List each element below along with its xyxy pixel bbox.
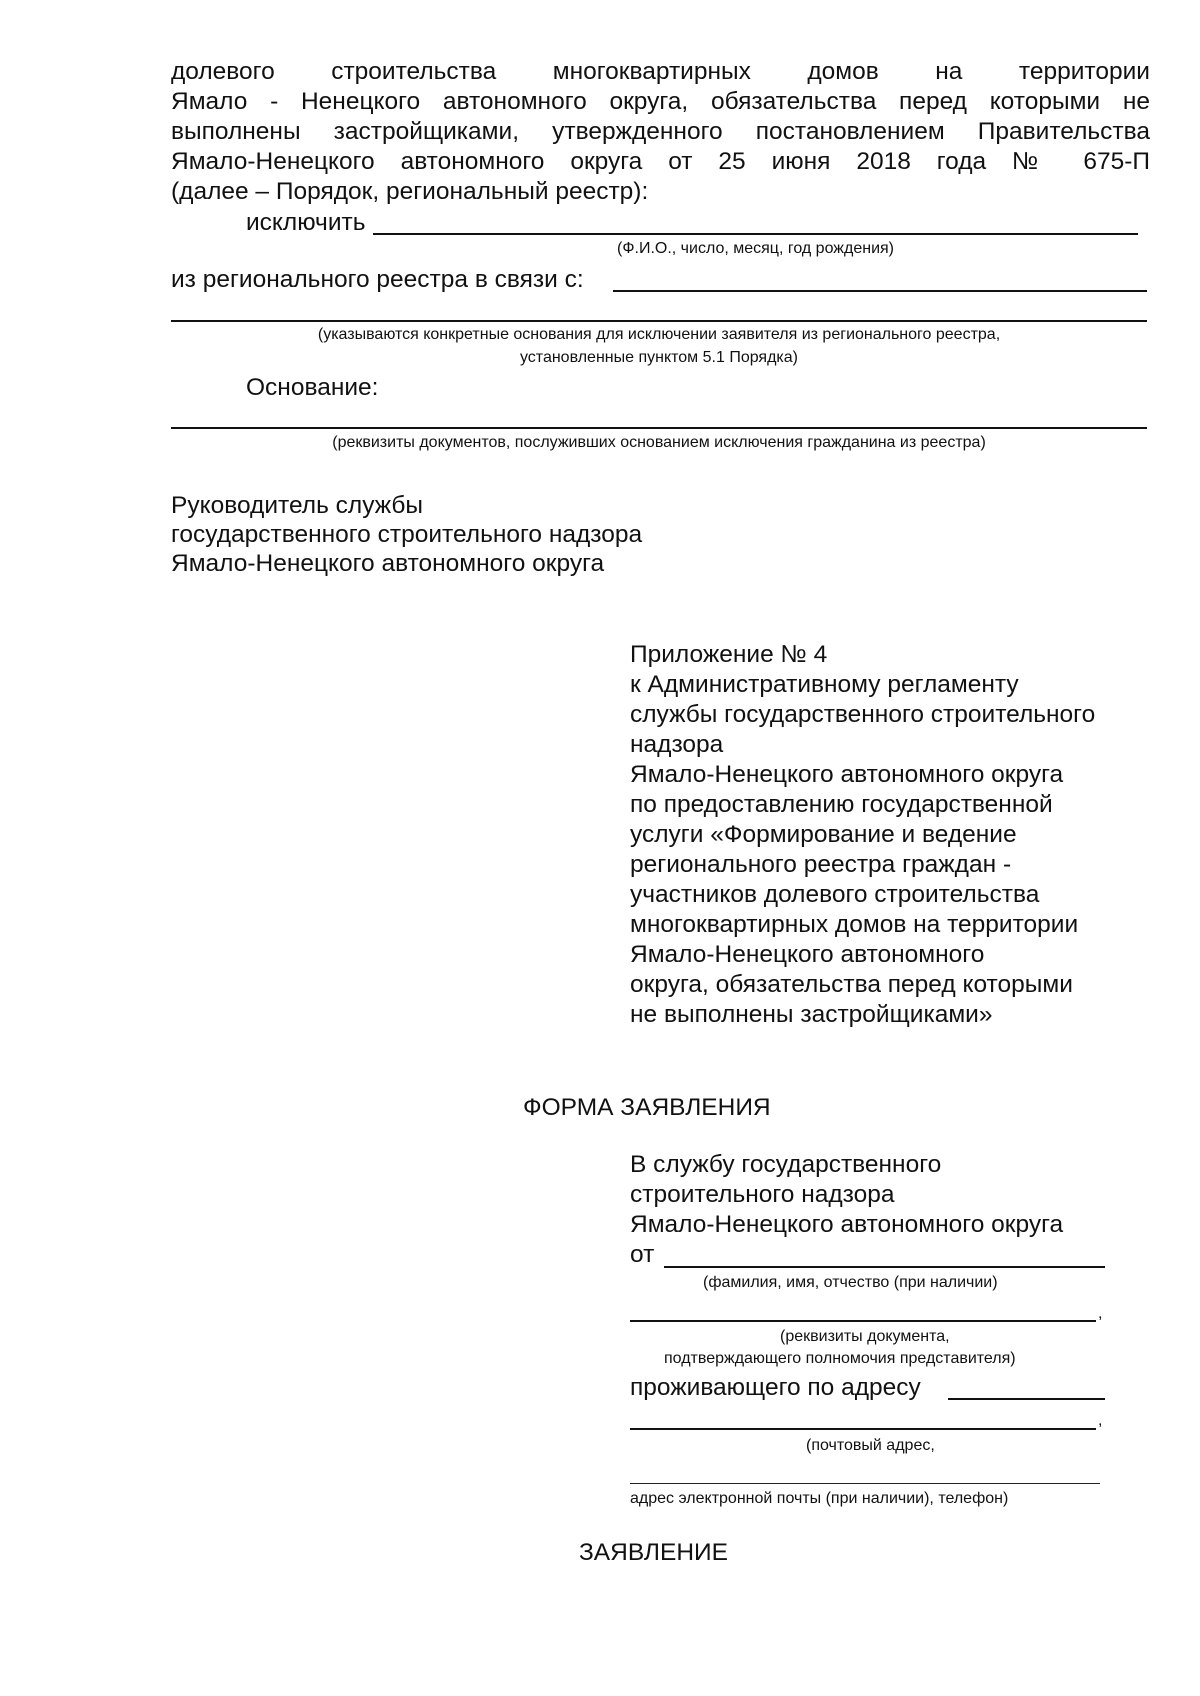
- form-title: ФОРМА ЗАЯВЛЕНИЯ: [523, 1094, 771, 1121]
- appendix-line-7: услуги «Формирование и ведение: [630, 821, 1017, 848]
- basis-line: [171, 427, 1147, 429]
- intro-line-2: Ямало - Ненецкого автономного округа, обязательства перед которыми не: [171, 88, 1150, 115]
- addressee-line-1: В службу государственного: [630, 1151, 942, 1178]
- appendix-line-11: Ямало-Ненецкого автономного: [630, 941, 985, 968]
- registry-reason-line: [613, 290, 1147, 292]
- representative-doc-line: [630, 1320, 1096, 1322]
- intro-line-4: Ямало-Ненецкого автономного округа от 25 июня 2018 года № 675-П: [171, 148, 1150, 175]
- appendix-line-6: по предоставлению государственной: [630, 791, 1053, 818]
- registry-label: из регионального реестра в связи с:: [171, 266, 584, 293]
- intro-last-line: (далее – Порядок, региональный реестр):: [171, 178, 649, 205]
- statement-title: ЗАЯВЛЕНИЕ: [579, 1539, 728, 1566]
- basis-hint: (реквизиты документов, послуживших основанием исключения гражданина из реестра): [332, 434, 986, 451]
- exclude-name-hint: (Ф.И.О., число, месяц, год рождения): [617, 240, 894, 257]
- appendix-line-9: участников долевого строительства: [630, 881, 1040, 908]
- doc-comma: ,: [1098, 1305, 1103, 1322]
- addressee-line-2: строительного надзора: [630, 1181, 895, 1208]
- signatory-line-2: государственного строительного надзора: [171, 521, 643, 548]
- reason-hint-1: (указываются конкретные основания для исключении заявителя из регионального реестра,: [317, 326, 1001, 343]
- contact-line: [630, 1483, 1100, 1484]
- basis-label: Основание:: [246, 374, 379, 401]
- signatory-line-1: Руководитель службы: [171, 492, 424, 519]
- appendix-line-12: округа, обязательства перед которыми: [630, 971, 1073, 998]
- address-line: [948, 1398, 1105, 1400]
- appendix-line-3: службы государственного строительного: [630, 701, 1096, 728]
- from-name-line: [664, 1266, 1105, 1268]
- appendix-line-13: не выполнены застройщиками»: [630, 1001, 993, 1028]
- name-hint: (фамилия, имя, отчество (при наличии): [703, 1274, 998, 1291]
- postal-hint: (почтовый адрес,: [806, 1437, 935, 1454]
- exclude-label: исключить: [246, 209, 366, 236]
- from-label: от: [630, 1241, 655, 1268]
- doc-hint-1: (реквизиты документа,: [780, 1328, 950, 1345]
- postal-comma: ,: [1098, 1412, 1103, 1429]
- appendix-line-1: Приложение № 4: [630, 641, 828, 668]
- reason-hint-2: установленные пунктом 5.1 Порядка): [519, 349, 799, 366]
- addressee-line-3: Ямало-Ненецкого автономного округа: [630, 1211, 1064, 1238]
- appendix-line-5: Ямало-Ненецкого автономного округа: [630, 761, 1064, 788]
- appendix-line-10: многоквартирных домов на территории: [630, 911, 1079, 938]
- doc-hint-2: подтверждающего полномочия представителя): [664, 1350, 1016, 1367]
- signatory-line-3: Ямало-Ненецкого автономного округа: [171, 550, 605, 577]
- appendix-line-2: к Административному регламенту: [630, 671, 1019, 698]
- intro-line-1: долевого строительства многоквартирных домов на территории: [171, 58, 1150, 85]
- exclude-name-line: [373, 233, 1138, 235]
- contact-hint: адрес электронной почты (при наличии), телефон): [630, 1490, 1009, 1507]
- appendix-line-4: надзора: [630, 731, 724, 758]
- reason-line-2: [171, 320, 1147, 322]
- postal-address-line: [630, 1428, 1096, 1430]
- intro-line-3: выполнены застройщиками, утвержденного постановлением Правительства: [171, 118, 1150, 145]
- appendix-line-8: регионального реестра граждан -: [630, 851, 1012, 878]
- address-label: проживающего по адресу: [630, 1374, 921, 1401]
